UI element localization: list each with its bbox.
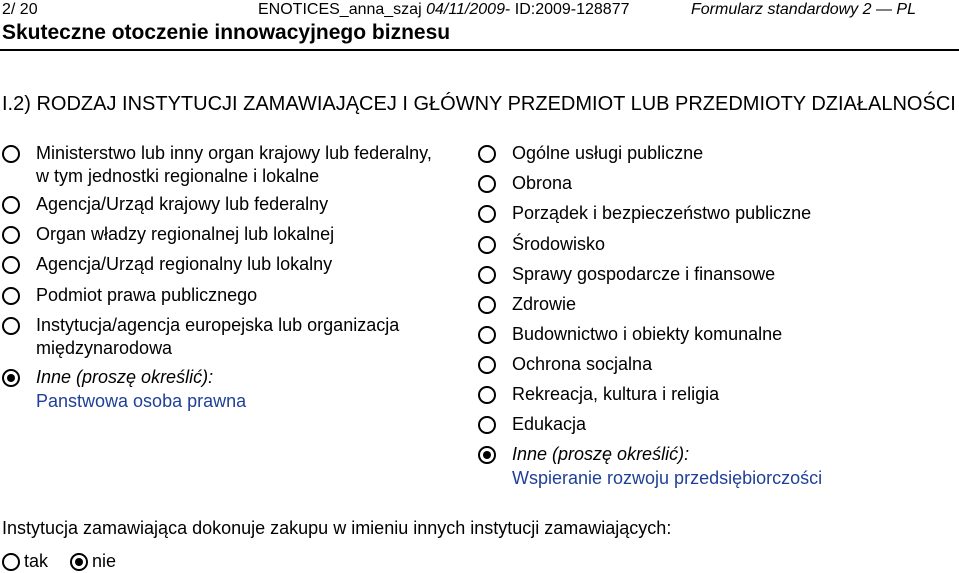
document-title: Skuteczne otoczenie innowacyjnego biznesu xyxy=(2,21,451,44)
radio-button[interactable] xyxy=(2,553,20,571)
option-label: tak xyxy=(24,551,49,571)
radio-button[interactable] xyxy=(478,175,496,193)
radio-button[interactable] xyxy=(478,356,496,374)
option-label: Budownictwo i obiekty komunalne xyxy=(512,324,783,344)
option-label: Ochrona socjalna xyxy=(512,354,653,374)
option-label: Edukacja xyxy=(512,414,587,434)
radio-button[interactable] xyxy=(2,256,20,274)
other-value: Wspieranie rozwoju przedsiębiorczości xyxy=(512,468,823,488)
radio-button[interactable] xyxy=(478,386,496,404)
radio-button[interactable] xyxy=(2,196,20,214)
option-label: Instytucja/agencja europejska lub organizacja xyxy=(36,315,400,335)
option-label: Podmiot prawa publicznego xyxy=(36,285,258,305)
radio-button[interactable] xyxy=(478,416,496,434)
section-heading: I.2) RODZAJ INSTYTUCJI ZAMAWIAJĄCEJ I GŁÓWNY PRZEDMIOT LUB PRZEDMIOTY DZIAŁALNOŚCI xyxy=(2,93,956,115)
option-label: Ogólne usługi publiczne xyxy=(512,143,704,163)
document-id-suffix: - ID:2009-128877 xyxy=(504,1,630,18)
radio-button[interactable] xyxy=(478,236,496,254)
option-label: Rekreacja, kultura i religia xyxy=(512,384,720,404)
radio-button[interactable] xyxy=(478,205,496,223)
document-id-prefix: ENOTICES_anna_szaj xyxy=(258,1,427,18)
form-name: Formularz standardowy 2 — PL xyxy=(691,1,916,18)
option-label: Agencja/Urząd krajowy lub federalny xyxy=(36,194,329,214)
purchase-question: Instytucja zamawiająca dokonuje zakupu w imieniu innych instytucji zamawiających: xyxy=(2,518,672,538)
radio-button[interactable] xyxy=(2,145,20,163)
option-label: Porządek i bezpieczeństwo publiczne xyxy=(512,203,812,223)
header-divider xyxy=(0,49,959,51)
radio-button[interactable] xyxy=(2,226,20,244)
option-label: Obrona xyxy=(512,173,573,193)
radio-button-selected[interactable] xyxy=(70,553,88,571)
other-label: Inne (proszę określić): xyxy=(512,444,690,464)
other-label: Inne (proszę określić): xyxy=(36,367,214,387)
radio-button[interactable] xyxy=(478,296,496,314)
radio-button[interactable] xyxy=(478,145,496,163)
radio-button[interactable] xyxy=(2,287,20,305)
radio-button-selected[interactable] xyxy=(478,446,496,464)
option-label: Zdrowie xyxy=(512,294,577,314)
other-value: Panstwowa osoba prawna xyxy=(36,391,247,411)
radio-button[interactable] xyxy=(478,326,496,344)
radio-button-selected[interactable] xyxy=(2,369,20,387)
radio-button[interactable] xyxy=(478,266,496,284)
option-label-line2: międzynarodowa xyxy=(36,338,173,358)
radio-button[interactable] xyxy=(2,317,20,335)
document-date: 04/11/2009 xyxy=(426,1,505,18)
option-label: Agencja/Urząd regionalny lub lokalny xyxy=(36,254,333,274)
option-label: nie xyxy=(92,551,117,571)
option-label-line2: w tym jednostki regionalne i lokalne xyxy=(36,166,320,186)
option-label: Organ władzy regionalnej lub lokalnej xyxy=(36,224,335,244)
option-label: Środowisko xyxy=(512,234,606,254)
option-label: Ministerstwo lub inny organ krajowy lub federalny, xyxy=(36,143,432,163)
option-label: Sprawy gospodarcze i finansowe xyxy=(512,264,776,284)
page-number: 2/ 20 xyxy=(2,1,38,18)
document-id xyxy=(258,0,630,20)
